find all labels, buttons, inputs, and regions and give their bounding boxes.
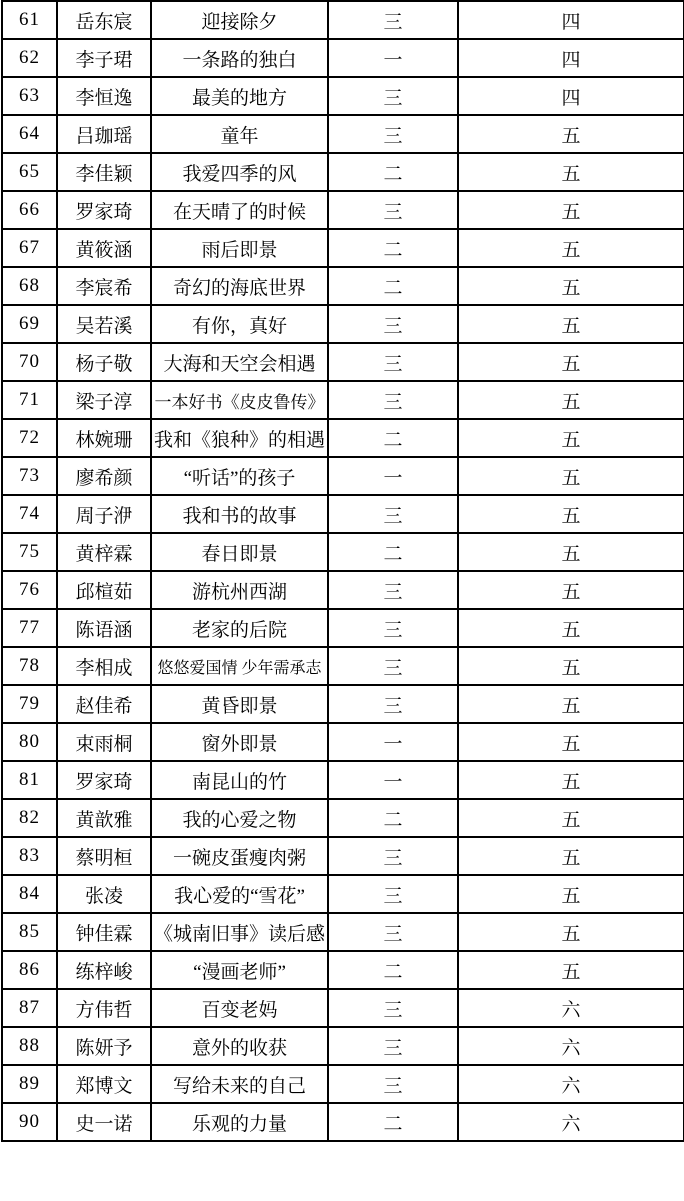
student-name-cell: 史一诺 bbox=[57, 1103, 151, 1141]
rank-cell: 三 bbox=[328, 343, 458, 381]
student-name-cell: 陈语涵 bbox=[57, 609, 151, 647]
rank-cell: 三 bbox=[328, 381, 458, 419]
row-number-cell: 69 bbox=[2, 305, 57, 343]
table-row bbox=[2, 571, 684, 609]
essay-title-cell: 迎接除夕 bbox=[151, 1, 328, 39]
rank-cell: 三 bbox=[328, 1065, 458, 1103]
essay-title-cell: 黄昏即景 bbox=[151, 685, 328, 723]
essay-title-cell: 春日即景 bbox=[151, 533, 328, 571]
grade-cell: 六 bbox=[458, 989, 684, 1027]
row-number-cell: 68 bbox=[2, 267, 57, 305]
essay-title-cell: 一条路的独白 bbox=[151, 39, 328, 77]
essay-title-cell: 老家的后院 bbox=[151, 609, 328, 647]
table-row bbox=[2, 1065, 684, 1103]
rank-cell: 三 bbox=[328, 571, 458, 609]
rank-cell: 二 bbox=[328, 419, 458, 457]
table-row bbox=[2, 381, 684, 419]
essay-title-cell: 一碗皮蛋瘦肉粥 bbox=[151, 837, 328, 875]
rank-cell: 三 bbox=[328, 989, 458, 1027]
grade-cell: 五 bbox=[458, 799, 684, 837]
student-name-cell: 邱楦茹 bbox=[57, 571, 151, 609]
student-name-cell: 李佳颖 bbox=[57, 153, 151, 191]
rank-cell: 三 bbox=[328, 495, 458, 533]
row-number-cell: 86 bbox=[2, 951, 57, 989]
rank-cell: 三 bbox=[328, 1, 458, 39]
row-number-cell: 70 bbox=[2, 343, 57, 381]
rank-cell: 三 bbox=[328, 837, 458, 875]
row-number-cell: 72 bbox=[2, 419, 57, 457]
table-row bbox=[2, 343, 684, 381]
row-number-cell: 73 bbox=[2, 457, 57, 495]
grade-cell: 六 bbox=[458, 1065, 684, 1103]
grade-cell: 五 bbox=[458, 913, 684, 951]
student-name-cell: 梁子淳 bbox=[57, 381, 151, 419]
table-row bbox=[2, 685, 684, 723]
rank-cell: 二 bbox=[328, 1103, 458, 1141]
rank-cell: 三 bbox=[328, 875, 458, 913]
row-number-cell: 71 bbox=[2, 381, 57, 419]
rank-cell: 一 bbox=[328, 457, 458, 495]
table-row bbox=[2, 1103, 684, 1141]
essay-title-cell: 最美的地方 bbox=[151, 77, 328, 115]
grade-cell: 五 bbox=[458, 153, 684, 191]
student-name-cell: 黄梓霖 bbox=[57, 533, 151, 571]
grade-cell: 五 bbox=[458, 685, 684, 723]
row-number-cell: 79 bbox=[2, 685, 57, 723]
student-name-cell: 方伟哲 bbox=[57, 989, 151, 1027]
rank-cell: 三 bbox=[328, 77, 458, 115]
essay-title-cell: 乐观的力量 bbox=[151, 1103, 328, 1141]
grade-cell: 五 bbox=[458, 115, 684, 153]
row-number-cell: 75 bbox=[2, 533, 57, 571]
student-name-cell: 岳东宸 bbox=[57, 1, 151, 39]
grade-cell: 五 bbox=[458, 305, 684, 343]
row-number-cell: 74 bbox=[2, 495, 57, 533]
row-number-cell: 84 bbox=[2, 875, 57, 913]
grade-cell: 五 bbox=[458, 267, 684, 305]
student-name-cell: 周子洢 bbox=[57, 495, 151, 533]
grade-cell: 五 bbox=[458, 571, 684, 609]
table-row bbox=[2, 153, 684, 191]
grade-cell: 四 bbox=[458, 77, 684, 115]
grade-cell: 五 bbox=[458, 343, 684, 381]
essay-title-cell: 《城南旧事》读后感 bbox=[151, 913, 328, 951]
rank-cell: 三 bbox=[328, 685, 458, 723]
row-number-cell: 90 bbox=[2, 1103, 57, 1141]
table-row bbox=[2, 305, 684, 343]
essay-title-cell: 我的心爱之物 bbox=[151, 799, 328, 837]
essay-title-cell: 我心爱的“雪花” bbox=[151, 875, 328, 913]
rank-cell: 二 bbox=[328, 267, 458, 305]
table-row bbox=[2, 913, 684, 951]
essay-title-cell: 一本好书《皮皮鲁传》 bbox=[151, 381, 328, 419]
row-number-cell: 89 bbox=[2, 1065, 57, 1103]
table-row bbox=[2, 761, 684, 799]
grade-cell: 五 bbox=[458, 457, 684, 495]
student-name-cell: 练梓峻 bbox=[57, 951, 151, 989]
rank-cell: 二 bbox=[328, 229, 458, 267]
essay-title-cell: 奇幻的海底世界 bbox=[151, 267, 328, 305]
grade-cell: 五 bbox=[458, 761, 684, 799]
student-name-cell: 罗家琦 bbox=[57, 761, 151, 799]
table-row bbox=[2, 1027, 684, 1065]
table-row bbox=[2, 989, 684, 1027]
table-row bbox=[2, 419, 684, 457]
essay-title-cell: 窗外即景 bbox=[151, 723, 328, 761]
student-name-cell: 黄筱涵 bbox=[57, 229, 151, 267]
rank-cell: 三 bbox=[328, 191, 458, 229]
student-name-cell: 陈妍予 bbox=[57, 1027, 151, 1065]
student-name-cell: 蔡明桓 bbox=[57, 837, 151, 875]
essay-title-cell: “漫画老师” bbox=[151, 951, 328, 989]
table-row bbox=[2, 115, 684, 153]
student-name-cell: 张凌 bbox=[57, 875, 151, 913]
student-name-cell: 钟佳霖 bbox=[57, 913, 151, 951]
grade-cell: 五 bbox=[458, 191, 684, 229]
essay-title-cell: 我和《狼种》的相遇 bbox=[151, 419, 328, 457]
grade-cell: 五 bbox=[458, 229, 684, 267]
rank-cell: 三 bbox=[328, 647, 458, 685]
student-name-cell: 李宸希 bbox=[57, 267, 151, 305]
table-row bbox=[2, 647, 684, 685]
essay-title-cell: 百变老妈 bbox=[151, 989, 328, 1027]
rank-cell: 二 bbox=[328, 533, 458, 571]
table-row bbox=[2, 77, 684, 115]
essay-title-cell: “听话”的孩子 bbox=[151, 457, 328, 495]
table-row bbox=[2, 39, 684, 77]
rank-cell: 三 bbox=[328, 305, 458, 343]
essay-title-cell: 大海和天空会相遇 bbox=[151, 343, 328, 381]
table-row bbox=[2, 609, 684, 647]
essay-title-cell: 游杭州西湖 bbox=[151, 571, 328, 609]
table-row bbox=[2, 951, 684, 989]
grade-cell: 五 bbox=[458, 951, 684, 989]
student-name-cell: 吕珈瑶 bbox=[57, 115, 151, 153]
row-number-cell: 82 bbox=[2, 799, 57, 837]
row-number-cell: 87 bbox=[2, 989, 57, 1027]
student-name-cell: 郑博文 bbox=[57, 1065, 151, 1103]
grade-cell: 四 bbox=[458, 39, 684, 77]
row-number-cell: 62 bbox=[2, 39, 57, 77]
rank-cell: 二 bbox=[328, 951, 458, 989]
rank-cell: 一 bbox=[328, 761, 458, 799]
grade-cell: 五 bbox=[458, 875, 684, 913]
grade-cell: 六 bbox=[458, 1103, 684, 1141]
grade-cell: 五 bbox=[458, 419, 684, 457]
rank-cell: 三 bbox=[328, 913, 458, 951]
row-number-cell: 67 bbox=[2, 229, 57, 267]
essay-title-cell: 写给未来的自己 bbox=[151, 1065, 328, 1103]
row-number-cell: 80 bbox=[2, 723, 57, 761]
grade-cell: 五 bbox=[458, 495, 684, 533]
results-table bbox=[1, 0, 684, 1142]
table-row bbox=[2, 533, 684, 571]
row-number-cell: 88 bbox=[2, 1027, 57, 1065]
row-number-cell: 64 bbox=[2, 115, 57, 153]
essay-title-cell: 我和书的故事 bbox=[151, 495, 328, 533]
table-row bbox=[2, 799, 684, 837]
grade-cell: 五 bbox=[458, 837, 684, 875]
grade-cell: 四 bbox=[458, 1, 684, 39]
rank-cell: 三 bbox=[328, 1027, 458, 1065]
grade-cell: 五 bbox=[458, 533, 684, 571]
student-name-cell: 杨子敬 bbox=[57, 343, 151, 381]
rank-cell: 三 bbox=[328, 115, 458, 153]
row-number-cell: 85 bbox=[2, 913, 57, 951]
row-number-cell: 63 bbox=[2, 77, 57, 115]
student-name-cell: 罗家琦 bbox=[57, 191, 151, 229]
student-name-cell: 黄歆雅 bbox=[57, 799, 151, 837]
table-row bbox=[2, 191, 684, 229]
student-name-cell: 吴若溪 bbox=[57, 305, 151, 343]
rank-cell: 二 bbox=[328, 153, 458, 191]
row-number-cell: 81 bbox=[2, 761, 57, 799]
grade-cell: 五 bbox=[458, 723, 684, 761]
grade-cell: 五 bbox=[458, 647, 684, 685]
essay-title-cell: 悠悠爱国情 少年需承志 bbox=[151, 647, 328, 685]
table-row bbox=[2, 457, 684, 495]
student-name-cell: 李相成 bbox=[57, 647, 151, 685]
row-number-cell: 83 bbox=[2, 837, 57, 875]
student-name-cell: 赵佳希 bbox=[57, 685, 151, 723]
rank-cell: 一 bbox=[328, 723, 458, 761]
student-name-cell: 林婉珊 bbox=[57, 419, 151, 457]
table-row bbox=[2, 229, 684, 267]
rank-cell: 二 bbox=[328, 799, 458, 837]
row-number-cell: 77 bbox=[2, 609, 57, 647]
rank-cell: 一 bbox=[328, 39, 458, 77]
essay-title-cell: 雨后即景 bbox=[151, 229, 328, 267]
table-row bbox=[2, 837, 684, 875]
row-number-cell: 76 bbox=[2, 571, 57, 609]
essay-title-cell: 南昆山的竹 bbox=[151, 761, 328, 799]
essay-title-cell: 童年 bbox=[151, 115, 328, 153]
student-name-cell: 束雨桐 bbox=[57, 723, 151, 761]
table-body bbox=[2, 1, 684, 1141]
essay-title-cell: 我爱四季的风 bbox=[151, 153, 328, 191]
row-number-cell: 61 bbox=[2, 1, 57, 39]
table-row bbox=[2, 1, 684, 39]
row-number-cell: 66 bbox=[2, 191, 57, 229]
essay-title-cell: 有你，真好 bbox=[151, 305, 328, 343]
essay-title-cell: 意外的收获 bbox=[151, 1027, 328, 1065]
table-row bbox=[2, 267, 684, 305]
table-row bbox=[2, 495, 684, 533]
student-name-cell: 李恒逸 bbox=[57, 77, 151, 115]
rank-cell: 三 bbox=[328, 609, 458, 647]
row-number-cell: 78 bbox=[2, 647, 57, 685]
table-row bbox=[2, 875, 684, 913]
student-name-cell: 廖希颜 bbox=[57, 457, 151, 495]
table-row bbox=[2, 723, 684, 761]
row-number-cell: 65 bbox=[2, 153, 57, 191]
student-name-cell: 李子珺 bbox=[57, 39, 151, 77]
grade-cell: 五 bbox=[458, 381, 684, 419]
essay-title-cell: 在天晴了的时候 bbox=[151, 191, 328, 229]
grade-cell: 五 bbox=[458, 609, 684, 647]
grade-cell: 六 bbox=[458, 1027, 684, 1065]
